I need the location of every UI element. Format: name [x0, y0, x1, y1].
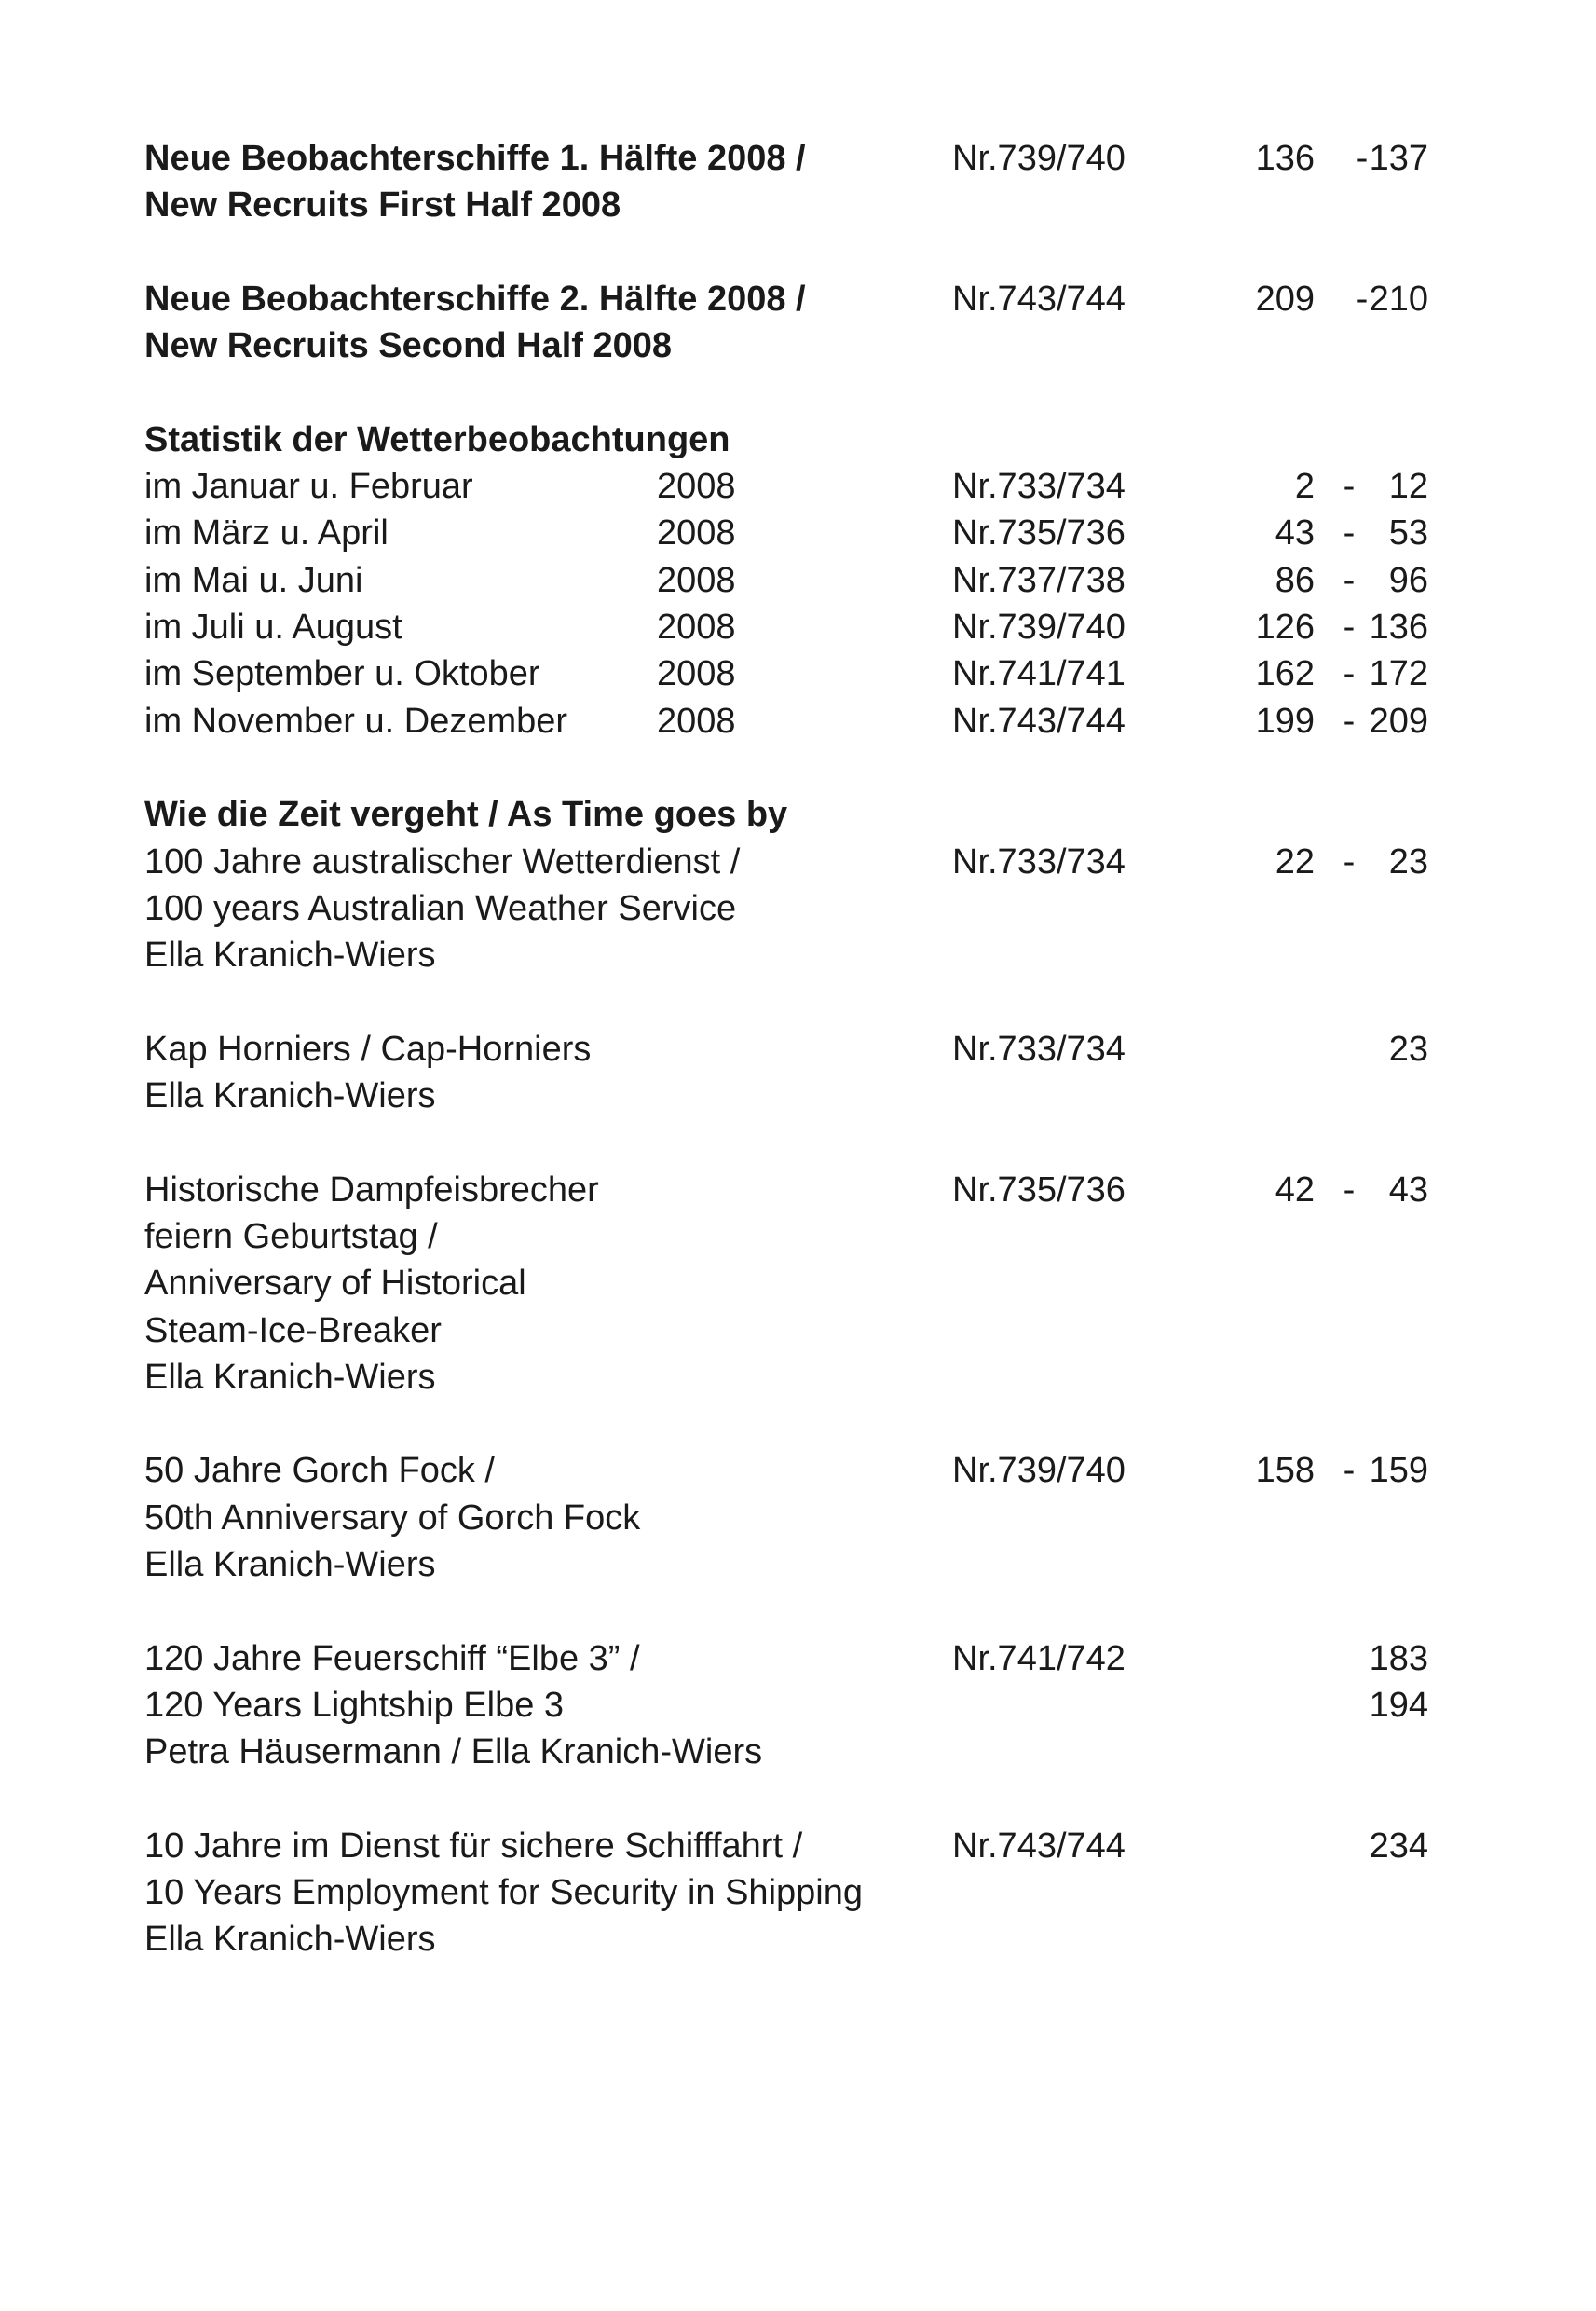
entry-title: 120 Years Lightship Elbe 3 — [144, 1685, 565, 1725]
entry-title: 10 Years Employment for Security in Shipping — [144, 1873, 863, 1913]
entry-line — [0, 1541, 1596, 1588]
page-end: 210 — [1369, 279, 1428, 319]
page-range-dash: - — [1343, 560, 1356, 600]
entry-line — [0, 1635, 1596, 1682]
issue-number: Nr.733/734 — [952, 1029, 1125, 1069]
entry-title: im März u. April — [144, 513, 389, 554]
page-range-dash: - — [1343, 654, 1356, 694]
entry-year: 2008 — [657, 608, 736, 647]
entry-year: 2008 — [657, 467, 736, 507]
page-start: 209 — [1255, 279, 1315, 319]
entry-line — [0, 417, 1596, 463]
entry-line — [0, 1026, 1596, 1073]
entry-title: Kap Horniers / Cap-Horniers — [144, 1029, 592, 1069]
entry-year: 2008 — [657, 654, 736, 694]
page-end: 183 — [1369, 1638, 1428, 1678]
page-end: 194 — [1369, 1685, 1428, 1725]
entry-line — [0, 135, 1596, 182]
entry-line — [0, 1260, 1596, 1306]
page-start: 158 — [1255, 1451, 1315, 1491]
entry-line — [0, 1167, 1596, 1213]
entry-title: Ella Kranich-Wiers — [144, 1920, 436, 1960]
page-range-dash: - — [1343, 467, 1356, 507]
entry-title: Steam-Ice-Breaker — [144, 1310, 442, 1350]
issue-number: Nr.737/738 — [952, 560, 1125, 600]
entry-line — [0, 604, 1596, 650]
entry-line — [0, 510, 1596, 556]
entry-line — [0, 885, 1596, 932]
entry-line — [0, 932, 1596, 978]
entry-year: 2008 — [657, 701, 736, 741]
entry-line — [0, 650, 1596, 697]
entry-line — [0, 1869, 1596, 1916]
entry-title: Historische Dampfeisbrecher — [144, 1169, 599, 1210]
page-end: 137 — [1369, 139, 1428, 178]
page-range-dash: - — [1356, 279, 1369, 319]
issue-number: Nr.739/740 — [952, 608, 1125, 647]
issue-number: Nr.735/736 — [952, 513, 1125, 554]
section-heading: Neue Beobachterschiffe 2. Hälfte 2008 / — [144, 279, 806, 319]
issue-number: Nr.743/744 — [952, 279, 1125, 319]
entry-title: im September u. Oktober — [144, 654, 540, 694]
page-end: 234 — [1369, 1826, 1428, 1866]
entry-title: 100 Jahre australischer Wetterdienst / — [144, 841, 741, 882]
entry-title: im Januar u. Februar — [144, 467, 473, 507]
issue-number: Nr.743/744 — [952, 701, 1125, 741]
entry-line — [0, 1447, 1596, 1494]
page-start: 43 — [1275, 513, 1315, 554]
page-end: 53 — [1388, 513, 1428, 554]
issue-number: Nr.741/742 — [952, 1638, 1125, 1678]
entry-line — [0, 839, 1596, 885]
entry-title: im Juli u. August — [144, 608, 402, 647]
page-end: 43 — [1388, 1169, 1428, 1210]
entry-line — [0, 276, 1596, 322]
entry-title: 120 Jahre Feuerschiff “Elbe 3” / — [144, 1638, 640, 1678]
page-end: 172 — [1369, 654, 1428, 694]
entry-title: Anniversary of Historical — [144, 1264, 526, 1304]
entry-title: 100 years Australian Weather Service — [144, 888, 737, 928]
page-end: 136 — [1369, 608, 1428, 647]
entry-line — [0, 182, 1596, 228]
page-end: 12 — [1388, 467, 1428, 507]
issue-number: Nr.733/734 — [952, 467, 1125, 507]
entry-line — [0, 1823, 1596, 1869]
page-end: 159 — [1369, 1451, 1428, 1491]
issue-number: Nr.735/736 — [952, 1169, 1125, 1210]
entry-line — [0, 1307, 1596, 1354]
entry-line — [0, 1213, 1596, 1260]
page-start: 126 — [1255, 608, 1315, 647]
section-heading: Neue Beobachterschiffe 1. Hälfte 2008 / — [144, 139, 806, 178]
issue-number: Nr.733/734 — [952, 841, 1125, 882]
entry-line — [0, 1495, 1596, 1541]
page-range-dash: - — [1356, 139, 1369, 178]
entry-title: im Mai u. Juni — [144, 560, 363, 600]
entry-line — [0, 1729, 1596, 1775]
entry-title: Ella Kranich-Wiers — [144, 1545, 436, 1584]
page-start: 2 — [1294, 467, 1315, 507]
section-heading: Statistik der Wetterbeobachtungen — [144, 419, 730, 459]
page-range-dash: - — [1343, 841, 1356, 882]
issue-number: Nr.739/740 — [952, 1451, 1125, 1491]
page-end: 23 — [1388, 1029, 1428, 1069]
page-start: 162 — [1255, 654, 1315, 694]
entry-title: im November u. Dezember — [144, 701, 568, 741]
entry-title: 50 Jahre Gorch Fock / — [144, 1451, 495, 1491]
entry-title: Ella Kranich-Wiers — [144, 936, 436, 976]
entry-title: 50th Anniversary of Gorch Fock — [144, 1497, 641, 1538]
page-range-dash: - — [1343, 701, 1356, 741]
section-heading: New Recruits Second Half 2008 — [144, 326, 672, 366]
page-start: 42 — [1275, 1169, 1315, 1210]
entry-line — [0, 463, 1596, 510]
issue-number: Nr.743/744 — [952, 1826, 1125, 1866]
entry-year: 2008 — [657, 560, 736, 600]
entry-title: Ella Kranich-Wiers — [144, 1357, 436, 1397]
page-end: 209 — [1369, 701, 1428, 741]
page-end: 96 — [1388, 560, 1428, 600]
entry-line — [0, 557, 1596, 604]
page-range-dash: - — [1343, 1169, 1356, 1210]
page-start: 22 — [1275, 841, 1315, 882]
page-start: 199 — [1255, 701, 1315, 741]
entry-title: 10 Jahre im Dienst für sichere Schifffahrt / — [144, 1826, 803, 1866]
entry-line — [0, 322, 1596, 369]
entry-line — [0, 1682, 1596, 1729]
page-range-dash: - — [1343, 513, 1356, 554]
section-heading: Wie die Zeit vergeht / As Time goes by — [144, 795, 788, 835]
entry-line — [0, 1916, 1596, 1962]
page-start: 86 — [1275, 560, 1315, 600]
entry-line — [0, 1073, 1596, 1119]
entry-line — [0, 698, 1596, 745]
section-heading: New Recruits First Half 2008 — [144, 185, 621, 226]
page-range-dash: - — [1343, 608, 1356, 647]
entry-line — [0, 791, 1596, 838]
entry-title: Ella Kranich-Wiers — [144, 1076, 436, 1115]
issue-number: Nr.741/741 — [952, 654, 1125, 694]
entry-title: Petra Häusermann / Ella Kranich-Wiers — [144, 1732, 763, 1772]
issue-number: Nr.739/740 — [952, 139, 1125, 178]
entry-year: 2008 — [657, 513, 736, 554]
page-end: 23 — [1388, 841, 1428, 882]
page-start: 136 — [1255, 139, 1315, 178]
entry-line — [0, 1354, 1596, 1401]
page-range-dash: - — [1343, 1451, 1356, 1491]
entry-title: feiern Geburtstag / — [144, 1216, 438, 1256]
